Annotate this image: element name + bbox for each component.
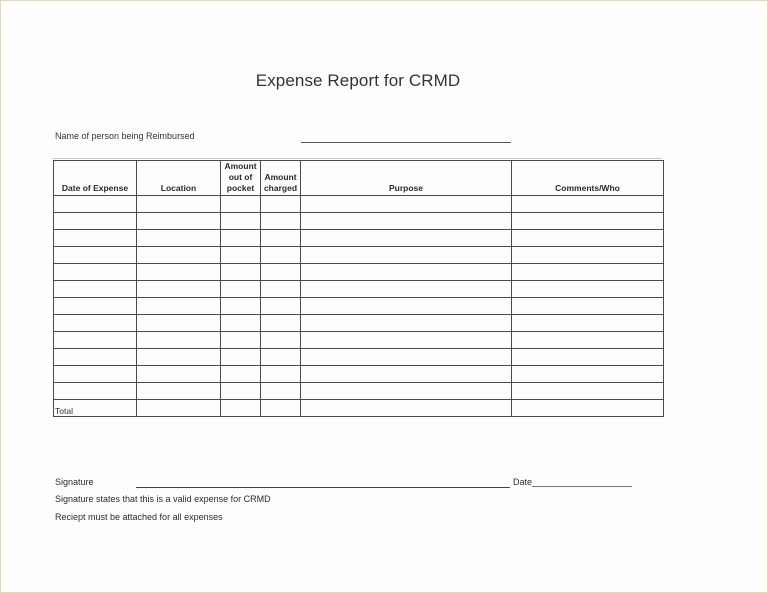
cell-purpose[interactable]: [301, 383, 512, 400]
cell-out_of_pocket[interactable]: [221, 247, 261, 264]
cell-date[interactable]: [54, 315, 137, 332]
table-row: [54, 213, 664, 230]
table-row: [54, 349, 664, 366]
table-row: [54, 315, 664, 332]
total-label: Total: [54, 400, 137, 417]
column-header-amount-charged: [261, 161, 301, 196]
cell-charged[interactable]: [261, 264, 301, 281]
cell-location[interactable]: [137, 315, 221, 332]
cell-date[interactable]: [54, 349, 137, 366]
column-header-location: Location: [137, 161, 221, 196]
cell-charged[interactable]: [261, 332, 301, 349]
header-line: pocket: [226, 183, 255, 193]
cell-date[interactable]: [54, 281, 137, 298]
cell-out_of_pocket[interactable]: [221, 366, 261, 383]
signature-label: Signature: [55, 477, 94, 487]
total-out_of_pocket[interactable]: [221, 400, 261, 417]
cell-charged[interactable]: [261, 383, 301, 400]
cell-charged[interactable]: [261, 247, 301, 264]
total-location[interactable]: [137, 400, 221, 417]
cell-charged[interactable]: [261, 366, 301, 383]
cell-location[interactable]: [137, 332, 221, 349]
cell-purpose[interactable]: [301, 349, 512, 366]
table-row: [54, 264, 664, 281]
cell-comments[interactable]: [512, 213, 664, 230]
cell-purpose[interactable]: [301, 366, 512, 383]
cell-charged[interactable]: [261, 196, 301, 213]
column-header-amount-out-of-pocket: [221, 161, 261, 196]
cell-date[interactable]: [54, 230, 137, 247]
cell-date[interactable]: [54, 383, 137, 400]
cell-comments[interactable]: [512, 315, 664, 332]
cell-out_of_pocket[interactable]: [221, 298, 261, 315]
total-comments[interactable]: [512, 400, 664, 417]
column-header-date: Date of Expense: [54, 161, 137, 196]
cell-purpose[interactable]: [301, 298, 512, 315]
table-row: [54, 366, 664, 383]
header-line: charged: [263, 183, 298, 193]
cell-comments[interactable]: [512, 230, 664, 247]
cell-location[interactable]: [137, 196, 221, 213]
cell-charged[interactable]: [261, 298, 301, 315]
cell-purpose[interactable]: [301, 196, 512, 213]
cell-location[interactable]: [137, 264, 221, 281]
cell-date[interactable]: [54, 298, 137, 315]
cell-out_of_pocket[interactable]: [221, 315, 261, 332]
column-header-purpose: Purpose: [301, 161, 512, 196]
reimbursed-name-label: Name of person being Reimbursed: [55, 131, 195, 141]
cell-comments[interactable]: [512, 247, 664, 264]
table-row: [54, 230, 664, 247]
header-line: out of: [228, 172, 253, 182]
cell-out_of_pocket[interactable]: [221, 264, 261, 281]
total-charged[interactable]: [261, 400, 301, 417]
cell-out_of_pocket[interactable]: [221, 281, 261, 298]
expense-table: [53, 160, 664, 417]
date-field[interactable]: [532, 486, 632, 487]
cell-date[interactable]: [54, 264, 137, 281]
cell-charged[interactable]: [261, 315, 301, 332]
column-header-comments: Comments/Who: [512, 161, 664, 196]
cell-purpose[interactable]: [301, 264, 512, 281]
cell-charged[interactable]: [261, 230, 301, 247]
table-header-row: [54, 161, 664, 196]
cell-purpose[interactable]: [301, 213, 512, 230]
cell-comments[interactable]: [512, 332, 664, 349]
reimbursed-name-field[interactable]: [301, 142, 511, 143]
table-row: [54, 196, 664, 213]
table-row: [54, 332, 664, 349]
total-row: [54, 400, 664, 417]
cell-out_of_pocket[interactable]: [221, 383, 261, 400]
cell-location[interactable]: [137, 230, 221, 247]
cell-charged[interactable]: [261, 349, 301, 366]
receipt-note: Reciept must be attached for all expenses: [55, 512, 223, 522]
signature-field[interactable]: [136, 487, 510, 488]
cell-out_of_pocket[interactable]: [221, 332, 261, 349]
cell-charged[interactable]: [261, 213, 301, 230]
cell-location[interactable]: [137, 213, 221, 230]
total-purpose[interactable]: [301, 400, 512, 417]
cell-date[interactable]: [54, 196, 137, 213]
cell-location[interactable]: [137, 281, 221, 298]
date-label: Date: [513, 477, 533, 487]
cell-out_of_pocket[interactable]: [221, 230, 261, 247]
header-line: Amount: [264, 172, 297, 182]
table-row: [54, 383, 664, 400]
cell-comments[interactable]: [512, 298, 664, 315]
cell-location[interactable]: [137, 298, 221, 315]
cell-purpose[interactable]: [301, 315, 512, 332]
cell-purpose[interactable]: [301, 247, 512, 264]
cell-comments[interactable]: [512, 383, 664, 400]
cell-comments[interactable]: [512, 349, 664, 366]
cell-out_of_pocket[interactable]: [221, 349, 261, 366]
cell-comments[interactable]: [512, 264, 664, 281]
cell-location[interactable]: [137, 366, 221, 383]
document-title: Expense Report for CRMD: [255, 71, 461, 90]
cell-out_of_pocket[interactable]: [221, 213, 261, 230]
cell-location[interactable]: [137, 349, 221, 366]
table-row: [54, 247, 664, 264]
cell-purpose[interactable]: [301, 332, 512, 349]
cell-out_of_pocket[interactable]: [221, 196, 261, 213]
cell-comments[interactable]: [512, 196, 664, 213]
cell-location[interactable]: [137, 247, 221, 264]
cell-date[interactable]: [54, 366, 137, 383]
header-line: Amount: [224, 161, 257, 171]
cell-date[interactable]: [54, 332, 137, 349]
cell-purpose[interactable]: [301, 281, 512, 298]
divider: [52, 158, 662, 159]
cell-comments[interactable]: [512, 366, 664, 383]
cell-date[interactable]: [54, 213, 137, 230]
cell-purpose[interactable]: [301, 230, 512, 247]
cell-charged[interactable]: [261, 281, 301, 298]
cell-location[interactable]: [137, 383, 221, 400]
cell-date[interactable]: [54, 247, 137, 264]
table-row: [54, 281, 664, 298]
table-row: [54, 298, 664, 315]
validity-note: Signature states that this is a valid expense for CRMD: [55, 494, 271, 504]
cell-comments[interactable]: [512, 281, 664, 298]
